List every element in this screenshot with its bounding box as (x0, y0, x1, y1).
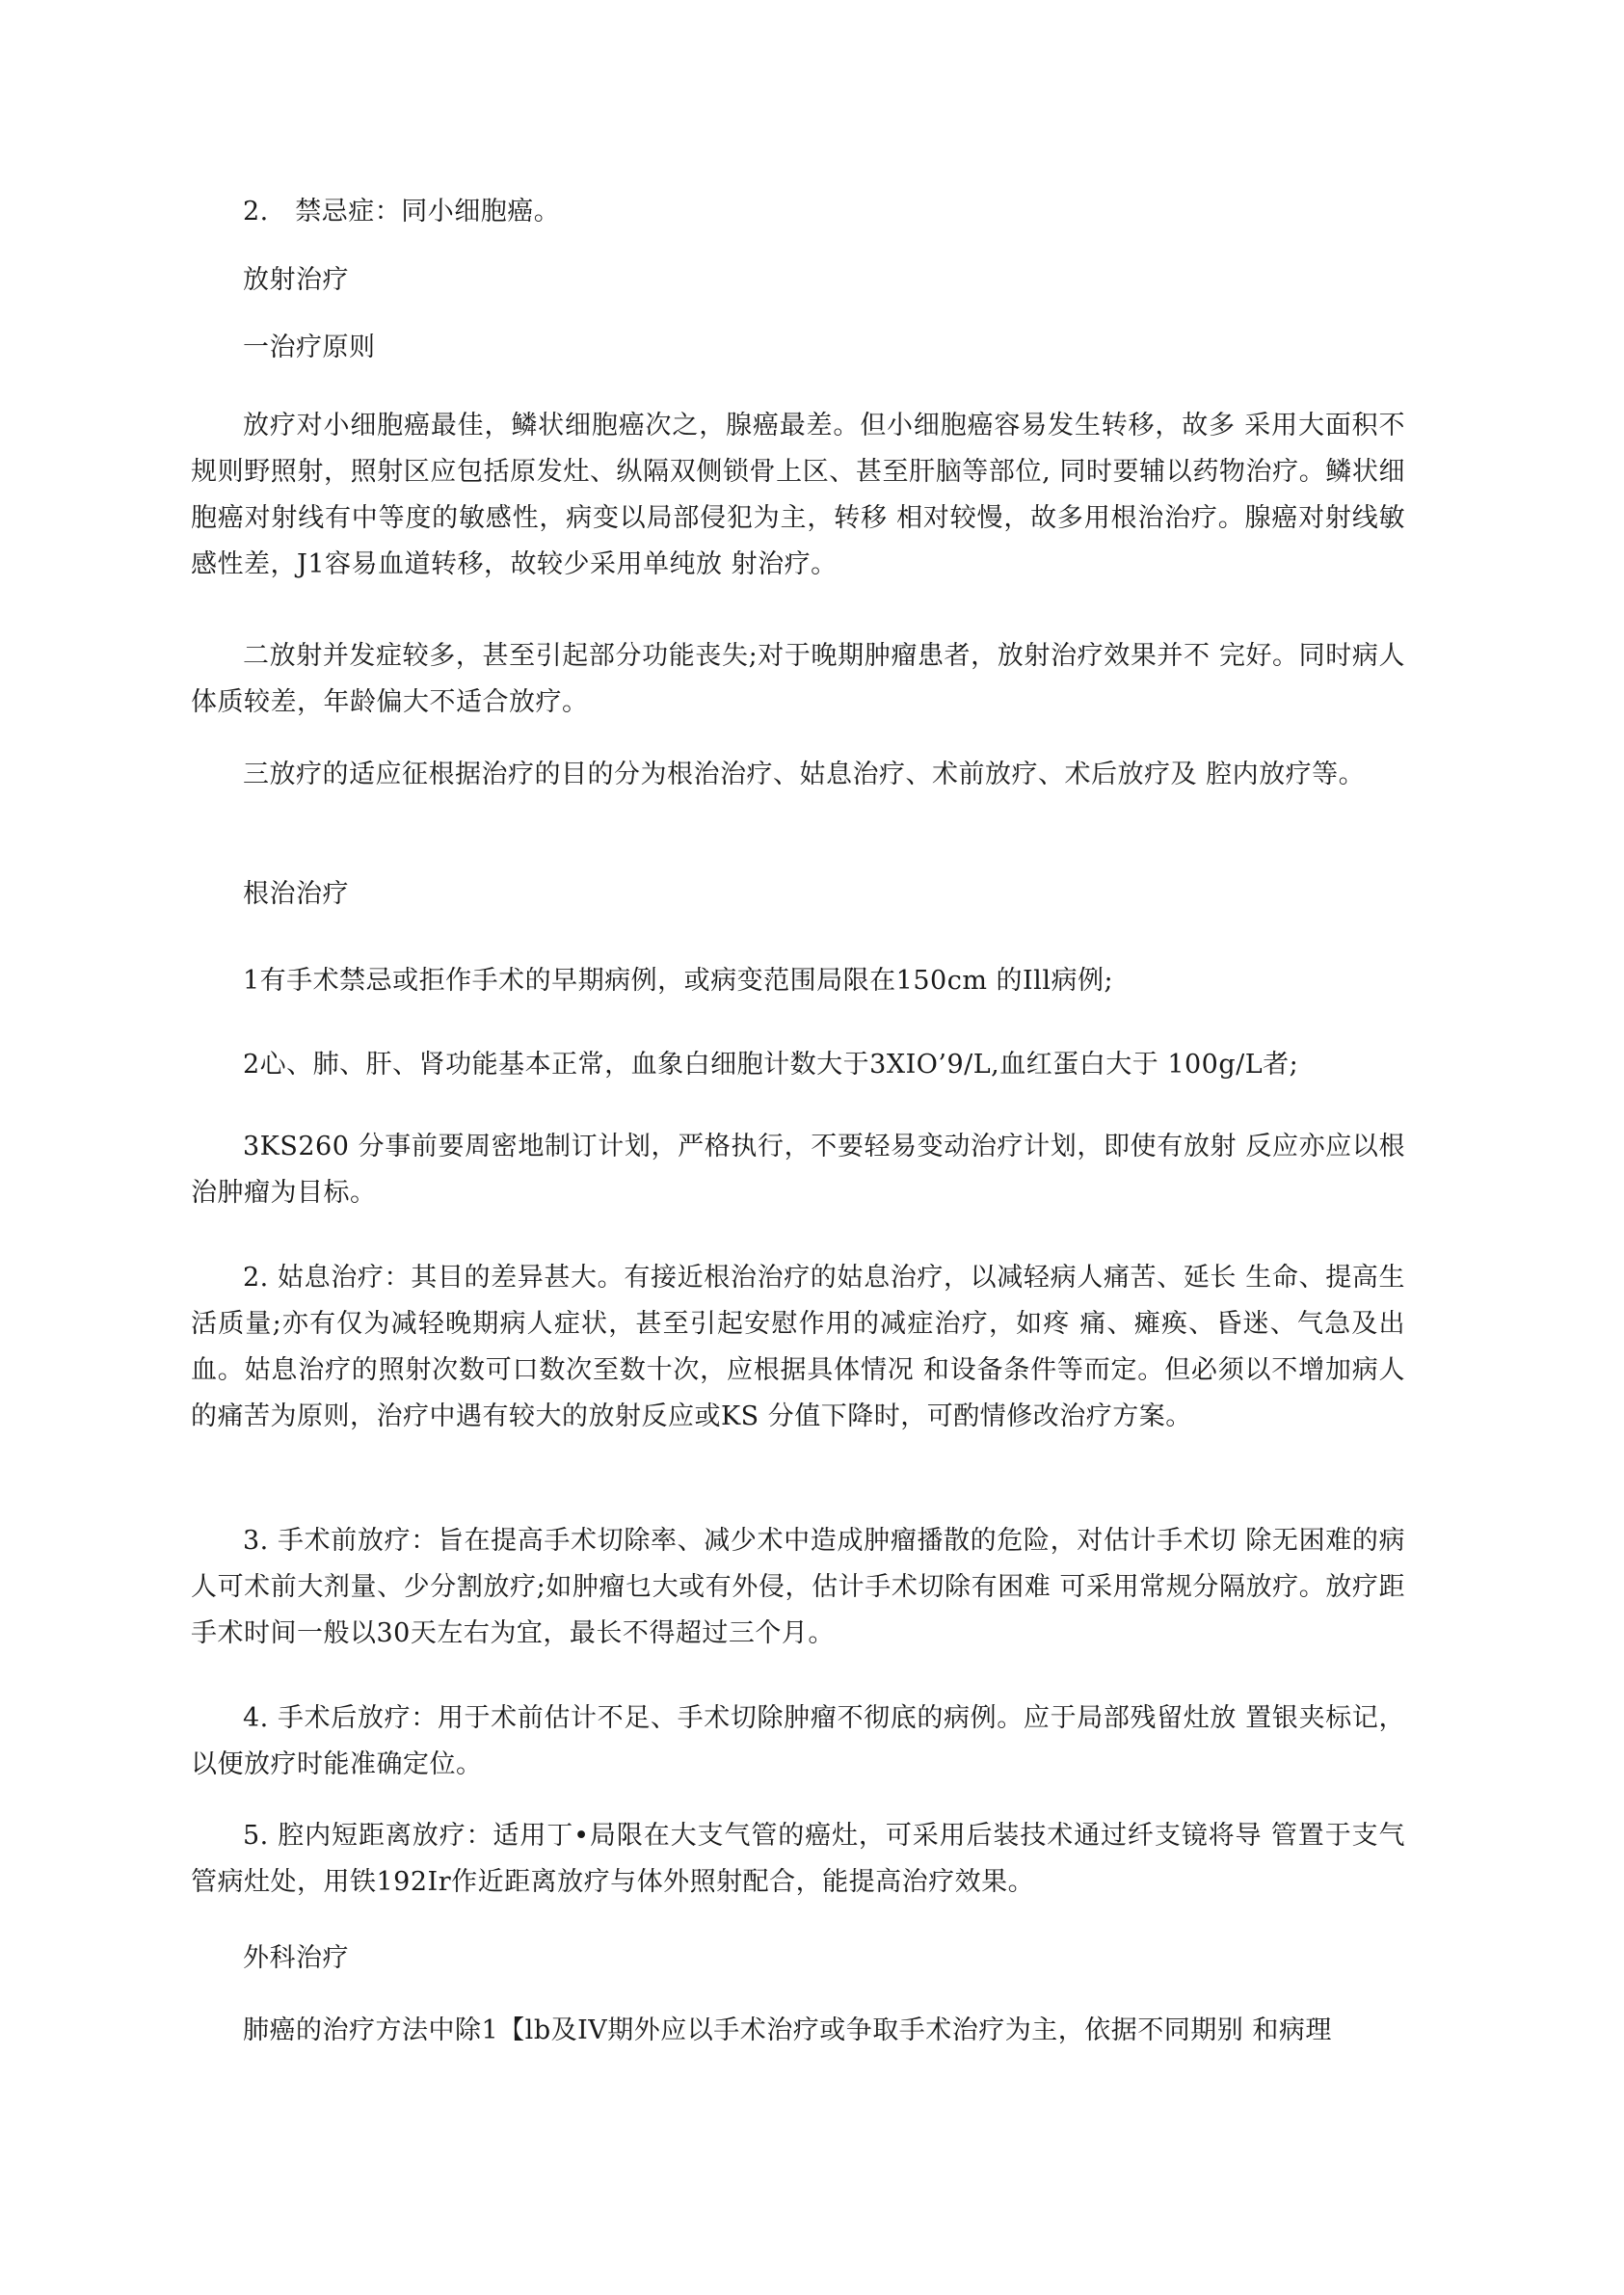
subheading-radical-treatment: 根治治疗 (243, 879, 349, 909)
paragraph-preoperative-radiotherapy: 3. 手术前放疗：旨在提高手术切除率、减少术中造成肿瘤播散的危险，对估计手术切 除无困难的病人可术前大剂量、少分割放疗;如肿瘤乜大或有外侵，估计手术切除有困难 可采用常规分隔放疗。放疗距手术时间一般以30天左右为宜，最长不得超过三个月。 (191, 1526, 1405, 1648)
contraindications-line: 2. 禁忌症：同小细胞癌。 (243, 197, 561, 227)
radical-criterion-1: 1有手术禁忌或拒作手术的早期病例，或病变范围局限在150cm 的Ill病例; (243, 966, 1114, 996)
radical-criterion-2: 2心、肺、肝、肾功能基本正常，血象白细胞计数大于3XIO’9/L,血红蛋白大于 100g/L者; (243, 1050, 1299, 1080)
paragraph-surgery-intro: 肺癌的治疗方法中除1【lb及IV期外应以手术治疗或争取手术治疗为主，依据不同期别 和病理 (243, 2015, 1332, 2045)
section-heading-surgery: 外科治疗 (243, 1943, 349, 1973)
paragraph-indications: 三放疗的适应征根据治疗的目的分为根治治疗、姑息治疗、术前放疗、术后放疗及 腔内放疗等。 (243, 760, 1366, 789)
subheading-treatment-principles: 一治疗原则 (243, 333, 376, 362)
radical-criterion-3: 3KS260 分事前要周密地制订计划，严格执行，不要轻易变动治疗计划，即使有放射 反应亦应以根治肿瘤为目标。 (191, 1132, 1405, 1208)
paragraph-palliative-treatment: 2. 姑息治疗：其目的差异甚大。有接近根治治疗的姑息治疗，以减轻病人痛苦、延长 生命、提高生活质量;亦有仅为减轻晚期病人症状，甚至引起安慰作用的减症治疗，如疼 痛、瘫痪、昏迷、气急及出血。姑息治疗的照射次数可口数次至数十次，应根据具体情况 和设备条件等而定。但必须以不增加病人的痛苦为原则，治疗中遇有较大的放射反应或KS 分值下降时，可酌情修改治疗方案。 (191, 1263, 1405, 1431)
section-heading-radiotherapy: 放射治疗 (243, 265, 349, 295)
paragraph-complications: 二放射并发症较多，甚至引起部分功能丧失;对于晚期肿瘤患者，放射治疗效果并不 完好。同时病人体质较差，年龄偏大不适合放疗。 (191, 641, 1405, 717)
paragraph-postoperative-radiotherapy: 4. 手术后放疗：用于术前估计不足、手术切除肿瘤不彻底的病例。应于局部残留灶放 置银夹标记，以便放疗时能准确定位。 (191, 1703, 1405, 1779)
paragraph-radiosensitivity: 放疗对小细胞癌最佳，鳞状细胞癌次之，腺癌最差。但小细胞癌容易发生转移，故多 采用大面积不规则野照射，照射区应包括原发灶、纵隔双侧锁骨上区、甚至肝脑等部位, 同时要辅以药物治疗。鳞状细胞癌对射线有中等度的敏感性，病变以局部侵犯为主，转移 相对较慢，故多用根治治疗。腺癌对射线敏感性差，J1容易血道转移，故较少采用单纯放 射治疗。 (191, 411, 1405, 579)
paragraph-brachytherapy: 5. 腔内短距离放疗：适用丁•局限在大支气管的癌灶，可采用后装技术通过纤支镜将导 管置于支气管病灶处，用铁192Ir作近距离放疗与体外照射配合，能提高治疗效果。 (191, 1821, 1405, 1897)
